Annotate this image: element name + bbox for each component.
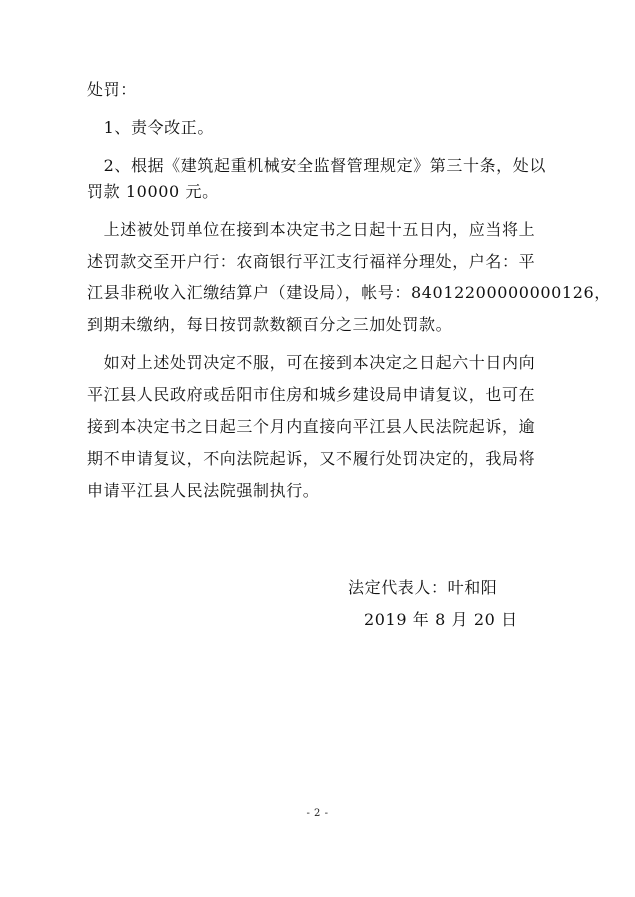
paragraph-item-2-line-2: 罚款 10000 元。 xyxy=(87,182,219,201)
heading-penalty: 处罚： xyxy=(87,80,137,99)
paragraph-payment-line-3: 江县非税收入汇缴结算户（建设局），帐号：84012200000000126， xyxy=(87,283,611,302)
paragraph-appeal-line-4: 期不申请复议，不向法院起诉，又不履行处罚决定的，我局将 xyxy=(87,449,536,468)
page-number: - 2 - xyxy=(306,808,329,819)
paragraph-item-2-line-1: 2、根据《建筑起重机械安全监督管理规定》第三十条，处以 xyxy=(87,156,546,175)
paragraph-item-1: 1、责令改正。 xyxy=(87,118,214,137)
legal-representative: 法定代表人：叶和阳 xyxy=(348,578,498,597)
signature-date: 2019 年 8 月 20 日 xyxy=(364,610,518,629)
paragraph-appeal-line-2: 平江县人民政府或岳阳市住房和城乡建设局申请复议，也可在 xyxy=(87,385,536,404)
paragraph-appeal-line-3: 接到本决定书之日起三个月内直接向平江县人民法院起诉，逾 xyxy=(87,417,536,436)
paragraph-payment-line-2: 述罚款交至开户行：农商银行平江支行福祥分理处，户名：平 xyxy=(87,252,536,271)
paragraph-appeal-line-1: 如对上述处罚决定不服，可在接到本决定之日起六十日内向 xyxy=(87,353,536,372)
paragraph-appeal-line-5: 申请平江县人民法院强制执行。 xyxy=(87,481,320,500)
paragraph-payment-line-4: 到期未缴纳，每日按罚款数额百分之三加处罚款。 xyxy=(87,315,453,334)
paragraph-payment-line-1: 上述被处罚单位在接到本决定书之日起十五日内，应当将上 xyxy=(87,220,536,239)
